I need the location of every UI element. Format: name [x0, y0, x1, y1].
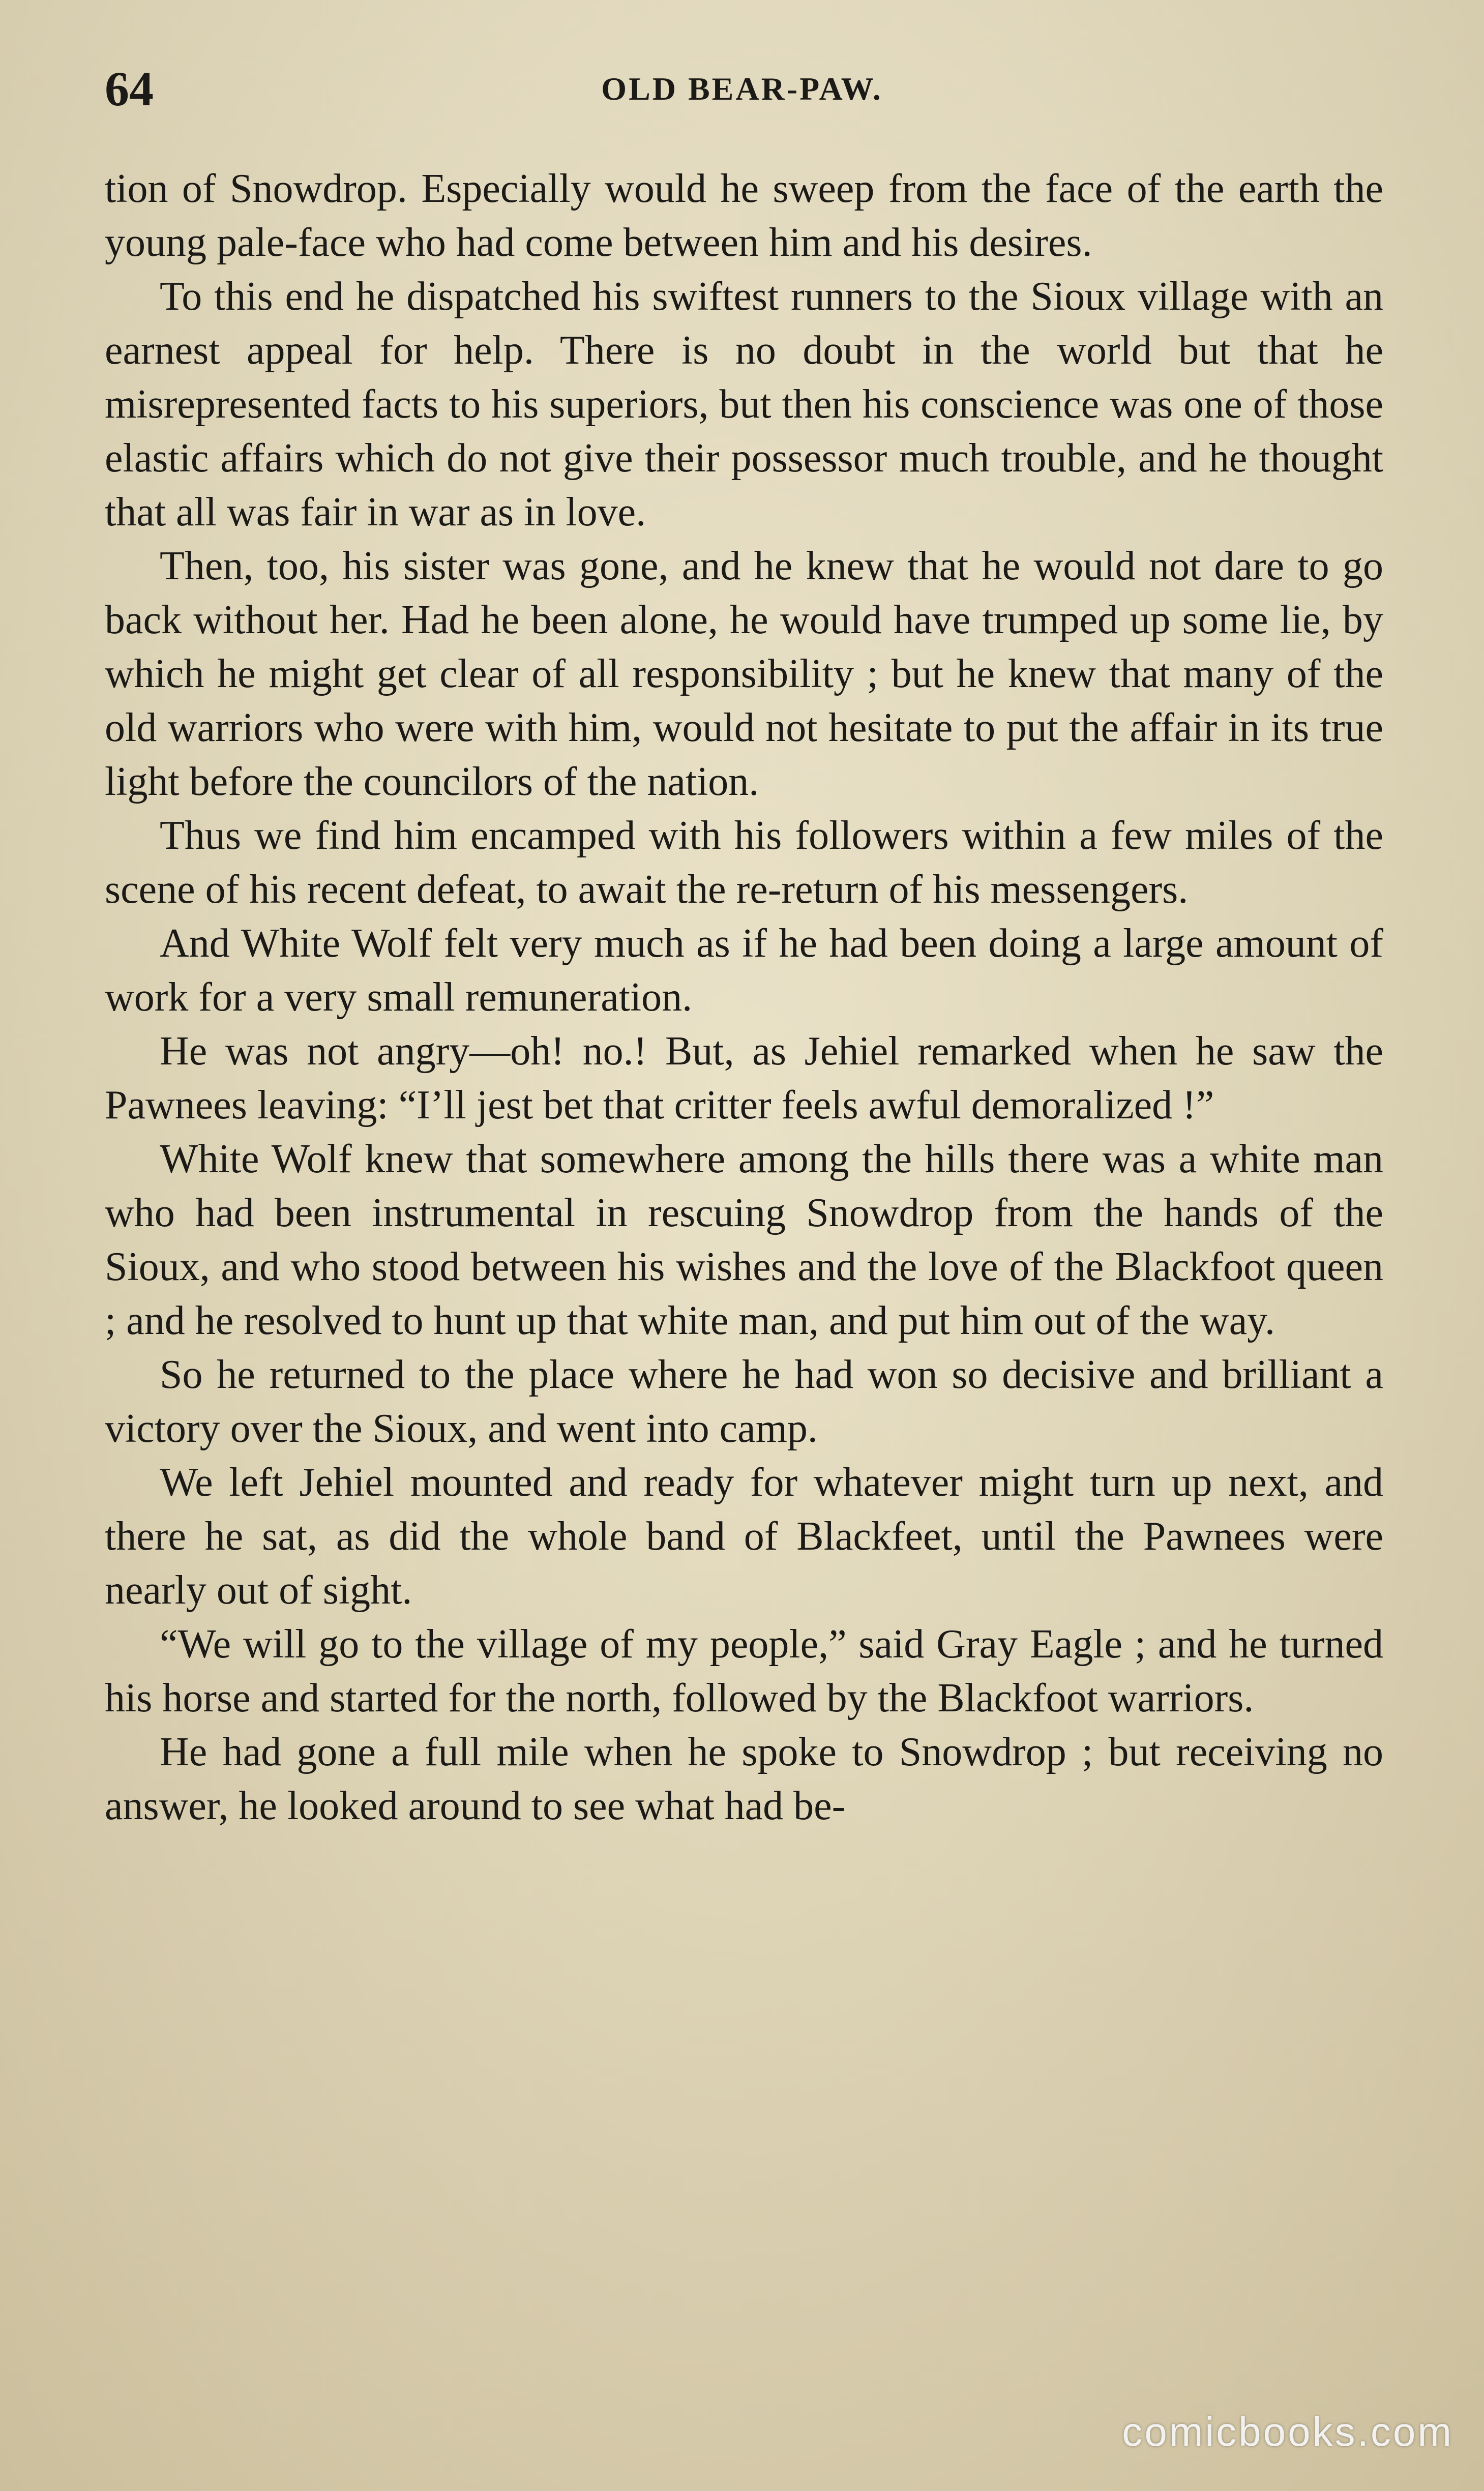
paragraph: White Wolf knew that somewhere among the hills there was a white man who had been instrumental in rescuing Snowdrop from the hands of the Sioux, and who stood between his wishes and the love of the Blackfoot queen ; and he resolved to hunt up that white man, and put him out of the way. [105, 1137, 1383, 1343]
paragraph: We left Jehiel mounted and ready for whatever might turn up next, and there he sat, as did the whole band of Blackfeet, until the Pawnees were nearly out of sight. [105, 1460, 1383, 1613]
page-number: 64 [105, 62, 154, 116]
watermark: comicbooks.com [1122, 2409, 1453, 2454]
paragraph: He was not angry—oh! no.! But, as Jehiel remarked when he saw the Pawnees leaving: “I’ll jest bet that critter feels awful demoralized !” [105, 1029, 1383, 1128]
running-head: OLD BEAR-PAW. [601, 71, 883, 107]
paragraph: tion of Snowdrop. Especially would he sweep from the face of the earth the young pale-face who had come between him and his desires. [105, 166, 1383, 265]
paragraph: “We will go to the village of my people,” said Gray Eagle ; and he turned his horse and started for the north, followed by the Blackfoot warriors. [105, 1622, 1383, 1721]
page-header [105, 51, 1379, 127]
paragraph: To this end he dispatched his swiftest runners to the Sioux village with an earnest appeal for help. There is no doubt in the world but that he misrepresented facts to his superiors, but then his conscience was one of those elastic affairs which do not give their possessor much trouble, and he thought that all was fair in war as in love. [105, 274, 1383, 535]
paragraph: Then, too, his sister was gone, and he knew that he would not dare to go back without her. Had he been alone, he would have trumped up some lie, by which he might get clear of all responsibility ; but he knew that many of the old warriors who were with him, would not hesitate to put the affair in its true light before the councilors of the nation. [105, 544, 1383, 804]
body-text [105, 162, 1383, 1833]
paragraph: And White Wolf felt very much as if he had been doing a large amount of work for a very small remuneration. [105, 921, 1383, 1020]
paragraph: He had gone a full mile when he spoke to Snowdrop ; but receiving no answer, he looked around to see what had be- [105, 1730, 1383, 1828]
paragraph: So he returned to the place where he had won so decisive and brilliant a victory over the Sioux, and went into camp. [105, 1352, 1383, 1451]
paragraph: Thus we find him encamped with his followers within a few miles of the scene of his recent defeat, to await the re-return of his messengers. [105, 813, 1383, 912]
